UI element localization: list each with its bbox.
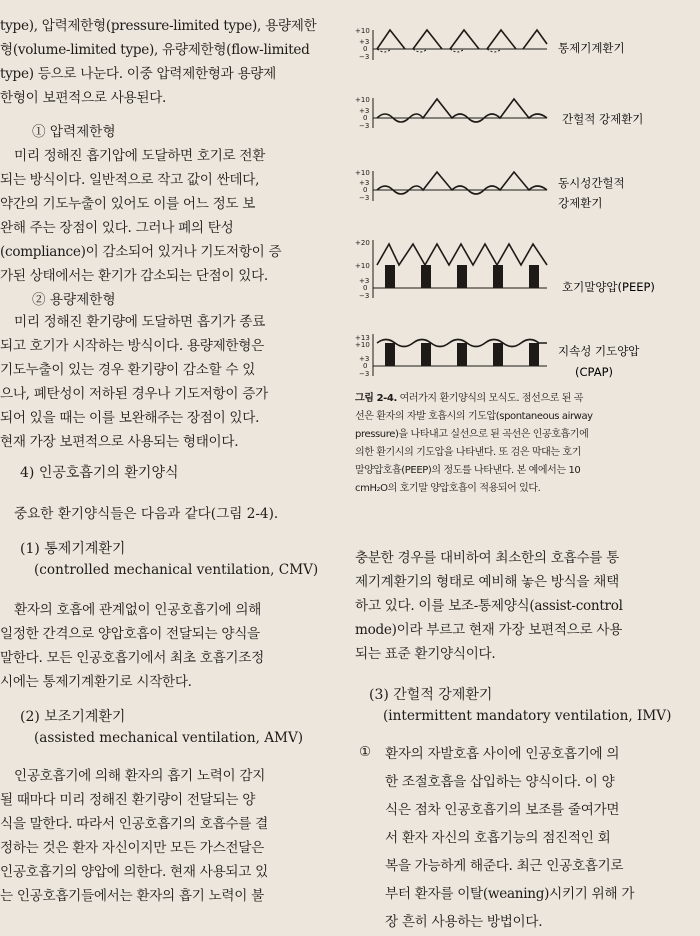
text-line: 약간의 기도누출이 있어도 이를 어느 정도 보 [0,196,256,212]
waveform-line [377,172,547,194]
panel-label: 호기말양압(PEEP) [562,280,655,294]
imv-item [355,740,700,930]
text-line: 한 조절호흡을 삽입하는 양식이다. 이 양 [385,774,615,790]
tick-label: 0 [363,45,368,53]
tick-label: +3 [359,107,370,115]
text-line: 되는 표준 환기양식이다. [355,646,496,662]
caption-line: pressure)을 나타내고 실선으로 된 곡선은 인공호흡기에 [355,429,589,440]
caption-line: 선은 환자의 자발 호흡시의 기도압(spontaneous airway [355,411,593,422]
text-line: 일정한 간격으로 양압호흡이 전달되는 양식을 [0,626,260,642]
imv-english: (intermittent mandatory ventilation, IMV) [383,708,672,724]
text-line: 미리 정해진 흡기압에 도달하면 호기로 전환 [14,148,266,164]
caption-lead: 그림 2-4. [355,393,397,404]
text-line: type), 압력제한형(pressure-limited type), 용량제한 [0,18,317,34]
peep-bars [385,265,539,288]
amv-paragraph [0,764,330,908]
text-line: 복을 가능하게 해준다. 최근 인공호흡기로 [385,858,624,874]
amv-title: (2) 보조기계환기 [20,709,126,725]
text-line: 완해 주는 장점이 있다. 그러나 폐의 탄성 [0,220,234,236]
waveform-line [377,244,547,265]
text-line: 부터 환자를 이탈(weaning)시키기 위해 가 [385,886,635,902]
item-body [385,740,685,936]
ventilation-mode-figure [355,0,700,385]
text-line: 충분한 경우를 대비하여 최소한의 호흡수를 통 [355,550,619,566]
text-line: 시에는 통제기계환기로 시작한다. [0,674,192,690]
tick-label: −3 [359,194,370,202]
figure-panel-imv [355,96,643,130]
caption-text: 여러가지 환기양식의 모식도. 점선으로 된 곡 [396,393,584,404]
cmv-paragraph [0,598,330,694]
section-heading: 4) 인공호흡기의 환기양식 [20,465,179,481]
text-line: 형(volume-limited type), 유량제한형(flow-limited [0,42,310,58]
panel-label: 강제환기 [558,196,603,210]
imv-title: (3) 간헐적 강제환기 [369,687,493,703]
text-line: 가된 상태에서는 환기가 감소되는 단점이 있다. [0,268,268,284]
figure-panel-peep [355,239,655,300]
text-line: 하고 있다. 이를 보조-통제양식(assist-control [355,598,623,614]
item-volume-limited-text [0,310,330,454]
text-line: 장 흔히 사용하는 방법이다. [385,914,543,930]
text-line: 기도누출이 있는 경우 환기량이 감소할 수 있 [0,362,256,378]
figure-panel-simv [355,169,625,210]
text-line: type) 등으로 나눈다. 이중 압력제한형과 용량제 [0,66,276,82]
tick-label: 0 [363,186,368,194]
tick-label: +3 [359,38,370,46]
tick-label: +3 [359,277,370,285]
text-line: 제기계환기의 형태로 예비해 놓은 방식을 채택 [355,574,619,590]
continuation-paragraph [355,546,690,666]
tick-label: +3 [359,179,370,187]
tick-label: −3 [359,53,370,61]
section-intro: 중요한 환기양식들은 다음과 같다(그림 2-4). [14,506,279,522]
text-line: 식을 말한다. 따라서 인공호흡기의 호흡수를 결 [0,816,268,832]
text-line: 환자의 호흡에 관계없이 인공호흡기에 의해 [14,602,262,618]
tick-label: +10 [355,27,370,35]
text-line: 되고 호기가 시작하는 방식이다. 용량제한형은 [0,338,264,354]
text-line: 인공호흡기의 양압에 의한다. 현재 사용되고 있 [0,864,268,880]
text-line: mode)이라 부르고 현재 가장 보편적으로 사용 [355,622,623,638]
tick-label: 0 [363,114,368,122]
text-line: 미리 정해진 환기량에 도달하면 흡기가 종료 [14,314,266,330]
figure-panel-cpap [355,334,640,379]
tick-label: −3 [359,370,370,378]
text-line: 되어 있을 때는 이를 보완해주는 장점이 있다. [0,410,260,426]
cmv-english: (controlled mechanical ventilation, CMV) [34,562,319,578]
tick-label: +10 [355,262,370,270]
text-line: 식은 점차 인공호흡기의 보조를 줄여가면 [385,802,620,818]
panel-label: 통제기계환기 [558,41,625,55]
text-line: 될 때마다 미리 정해진 환기량이 전달되는 양 [0,792,256,808]
amv-english: (assisted mechanical ventilation, AMV) [34,730,304,746]
item-volume-limited-title: ② 용량제한형 [32,292,116,308]
caption-line [355,390,697,408]
item-pressure-limited-text [0,144,330,288]
text-line: 인공호흡기에 의해 환자의 흡기 노력이 감지 [14,768,266,784]
text-line: 서 환자 자신의 호흡기능의 점진적인 회 [385,830,611,846]
figure-caption [355,390,697,498]
tick-label: +3 [359,355,370,363]
text-line: (compliance)이 감소되어 있거나 기도저항이 증 [0,244,282,260]
text-line: 한형이 보편적으로 사용된다. [0,90,167,106]
panel-label: 동시성간헐적 [558,176,625,190]
text-line: 말한다. 모든 인공호흡기에서 최초 호흡기조정 [0,650,264,666]
caption-line: 말양압호흡(PEEP)의 정도를 나타낸다. 본 예에서는 10 [355,465,581,476]
tick-label: 0 [363,362,368,370]
text-line: 으나, 폐탄성이 저하된 경우나 기도저항이 증가 [0,386,268,402]
intro-paragraph [0,14,330,110]
caption-line: 의한 환기시의 기도압을 나타낸다. 또 검은 막대는 호기 [355,447,581,458]
panel-label: 지속성 기도양압 [558,344,640,358]
item-number: ① [359,744,372,760]
cmv-title: (1) 통제기계환기 [20,541,126,557]
tick-label: +10 [355,341,370,349]
text-line: 현재 가장 보편적으로 사용되는 형태이다. [0,434,239,450]
tick-label: +20 [355,239,370,247]
tick-label: +10 [355,96,370,104]
text-line: 정하는 것은 환자 자신이지만 모든 가스전달은 [0,840,264,856]
caption-line: cmH₂O의 호기말 양압호흡이 적용되어 있다. [355,483,541,494]
waveform-line [377,30,547,49]
text-line: 는 인공호흡기들에서는 환자의 흡기 노력이 불 [0,888,264,904]
panel-label: (CPAP) [575,365,614,379]
panel-label: 간헐적 강제환기 [562,112,644,126]
text-line: 되는 방식이다. 일반적으로 작고 값이 싼데다, [0,172,260,188]
tick-label: −3 [359,292,370,300]
text-line: 환자의 자발호흡 사이에 인공호흡기에 의 [385,746,620,762]
tick-label: +13 [355,334,370,342]
waveform-line [377,99,547,122]
tick-label: −3 [359,122,370,130]
tick-label: 0 [363,284,368,292]
figure-panel-cmv [355,27,625,61]
tick-label: +10 [355,169,370,177]
item-pressure-limited-title: ① 압력제한형 [32,124,116,140]
